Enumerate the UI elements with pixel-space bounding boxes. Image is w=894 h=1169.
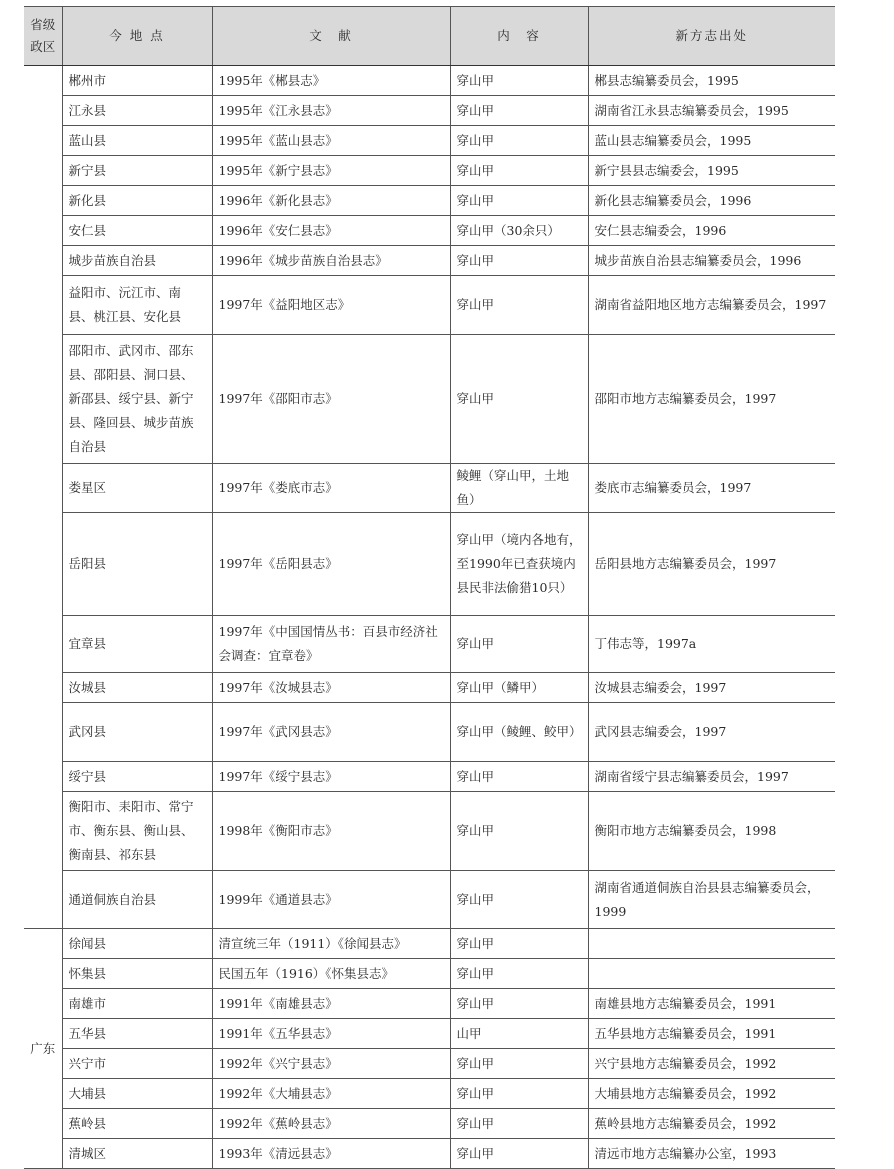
location-cell: 郴州市 [62, 66, 212, 96]
location-cell: 绥宁县 [62, 762, 212, 792]
content-cell: 穿山甲 [450, 66, 588, 96]
literature-cell: 1997年《绥宁县志》 [212, 762, 450, 792]
source-cell: 湖南省益阳地区地方志编纂委员会，1997 [588, 276, 835, 335]
source-cell: 汝城县志编委会，1997 [588, 673, 835, 703]
table-row [24, 871, 835, 929]
literature-cell: 1995年《新宁县志》 [212, 156, 450, 186]
source-cell: 娄底市志编纂委员会，1997 [588, 464, 835, 513]
province-cell: 广东 [24, 929, 62, 1169]
literature-cell: 1996年《安仁县志》 [212, 216, 450, 246]
table-row [24, 464, 835, 513]
location-cell: 城步苗族自治县 [62, 246, 212, 276]
col-header-literature: 文 献 [212, 7, 450, 66]
table-row [24, 959, 835, 989]
literature-cell: 1997年《汝城县志》 [212, 673, 450, 703]
table-row [24, 66, 835, 96]
source-cell: 大埔县地方志编纂委员会，1992 [588, 1079, 835, 1109]
content-cell: 穿山甲 [450, 1049, 588, 1079]
location-cell: 清城区 [62, 1139, 212, 1169]
source-cell: 湖南省江永县志编纂委员会，1995 [588, 96, 835, 126]
source-cell: 湖南省通道侗族自治县县志编纂委员会，1999 [588, 871, 835, 929]
location-cell: 通道侗族自治县 [62, 871, 212, 929]
location-cell: 岳阳县 [62, 513, 212, 616]
literature-cell: 清宣统三年（1911）《徐闻县志》 [212, 929, 450, 959]
location-cell: 益阳市、沅江市、南县、桃江县、安化县 [62, 276, 212, 335]
col-header-content: 内 容 [450, 7, 588, 66]
content-cell: 穿山甲（鲮鲤、鲛甲） [450, 703, 588, 762]
source-cell: 邵阳市地方志编纂委员会，1997 [588, 335, 835, 464]
table-row [24, 276, 835, 335]
source-cell: 郴县志编纂委员会，1995 [588, 66, 835, 96]
location-cell: 江永县 [62, 96, 212, 126]
literature-cell: 1998年《衡阳市志》 [212, 792, 450, 871]
content-cell: 穿山甲（30余只） [450, 216, 588, 246]
table-row [24, 513, 835, 616]
content-cell: 穿山甲（境内各地有，至1990年已查获境内县民非法偷猎10只） [450, 513, 588, 616]
source-cell: 城步苗族自治县志编纂委员会，1996 [588, 246, 835, 276]
content-cell: 穿山甲 [450, 156, 588, 186]
content-cell: 穿山甲 [450, 126, 588, 156]
literature-cell: 1996年《新化县志》 [212, 186, 450, 216]
literature-cell: 1997年《邵阳市志》 [212, 335, 450, 464]
location-cell: 娄星区 [62, 464, 212, 513]
literature-cell: 1997年《益阳地区志》 [212, 276, 450, 335]
col-header-province: 省级政区 [24, 7, 62, 66]
table-row [24, 673, 835, 703]
source-cell: 岳阳县地方志编纂委员会，1997 [588, 513, 835, 616]
col-header-location: 今 地 点 [62, 7, 212, 66]
literature-cell: 1993年《清远县志》 [212, 1139, 450, 1169]
source-cell: 衡阳市地方志编纂委员会，1998 [588, 792, 835, 871]
literature-cell: 1992年《大埔县志》 [212, 1079, 450, 1109]
location-cell: 汝城县 [62, 673, 212, 703]
literature-cell: 1997年《武冈县志》 [212, 703, 450, 762]
table-row [24, 929, 835, 959]
content-cell: 穿山甲 [450, 1079, 588, 1109]
table-row [24, 989, 835, 1019]
table-row [24, 616, 835, 673]
content-cell: 穿山甲 [450, 762, 588, 792]
source-cell: 蓝山县志编纂委员会，1995 [588, 126, 835, 156]
location-cell: 怀集县 [62, 959, 212, 989]
table-row [24, 156, 835, 186]
location-cell: 新宁县 [62, 156, 212, 186]
content-cell: 穿山甲 [450, 1139, 588, 1169]
source-cell: 新宁县县志编委会，1995 [588, 156, 835, 186]
table-row [24, 186, 835, 216]
source-cell: 武冈县志编委会，1997 [588, 703, 835, 762]
table-row [24, 1079, 835, 1109]
literature-cell: 1992年《蕉岭县志》 [212, 1109, 450, 1139]
source-cell: 丁伟志等，1997a [588, 616, 835, 673]
content-cell: 鲮鲤（穿山甲，土地鱼） [450, 464, 588, 513]
literature-cell: 1996年《城步苗族自治县志》 [212, 246, 450, 276]
table-row [24, 126, 835, 156]
table-row [24, 246, 835, 276]
source-cell: 兴宁县地方志编纂委员会，1992 [588, 1049, 835, 1079]
content-cell: 穿山甲 [450, 335, 588, 464]
location-cell: 衡阳市、耒阳市、常宁市、衡东县、衡山县、衡南县、祁东县 [62, 792, 212, 871]
literature-cell: 1995年《郴县志》 [212, 66, 450, 96]
table-row [24, 1109, 835, 1139]
content-cell: 山甲 [450, 1019, 588, 1049]
source-cell: 新化县志编纂委员会，1996 [588, 186, 835, 216]
source-cell: 南雄县地方志编纂委员会，1991 [588, 989, 835, 1019]
table-row [24, 335, 835, 464]
content-cell: 穿山甲 [450, 96, 588, 126]
header-row [24, 7, 835, 66]
province-cell [24, 66, 62, 929]
location-cell: 南雄市 [62, 989, 212, 1019]
literature-cell: 1997年《娄底市志》 [212, 464, 450, 513]
source-cell: 安仁县志编委会，1996 [588, 216, 835, 246]
content-cell: 穿山甲（鳞甲） [450, 673, 588, 703]
literature-cell: 1992年《兴宁县志》 [212, 1049, 450, 1079]
content-cell: 穿山甲 [450, 792, 588, 871]
source-cell: 清远市地方志编纂办公室，1993 [588, 1139, 835, 1169]
source-cell: 五华县地方志编纂委员会，1991 [588, 1019, 835, 1049]
literature-cell: 民国五年（1916）《怀集县志》 [212, 959, 450, 989]
location-cell: 大埔县 [62, 1079, 212, 1109]
literature-cell: 1999年《通道县志》 [212, 871, 450, 929]
location-cell: 蕉岭县 [62, 1109, 212, 1139]
content-cell: 穿山甲 [450, 186, 588, 216]
source-cell [588, 929, 835, 959]
location-cell: 兴宁市 [62, 1049, 212, 1079]
location-cell: 蓝山县 [62, 126, 212, 156]
location-cell: 宜章县 [62, 616, 212, 673]
table-row [24, 762, 835, 792]
content-cell: 穿山甲 [450, 246, 588, 276]
table-row [24, 216, 835, 246]
source-cell [588, 959, 835, 989]
literature-cell: 1997年《中国国情丛书：百县市经济社会调查：宜章卷》 [212, 616, 450, 673]
source-cell: 湖南省绥宁县志编纂委员会，1997 [588, 762, 835, 792]
content-cell: 穿山甲 [450, 276, 588, 335]
literature-cell: 1995年《蓝山县志》 [212, 126, 450, 156]
literature-cell: 1997年《岳阳县志》 [212, 513, 450, 616]
table-row [24, 96, 835, 126]
literature-cell: 1991年《五华县志》 [212, 1019, 450, 1049]
location-cell: 徐闻县 [62, 929, 212, 959]
content-cell: 穿山甲 [450, 959, 588, 989]
content-cell: 穿山甲 [450, 616, 588, 673]
location-cell: 邵阳市、武冈市、邵东县、邵阳县、洞口县、新邵县、绥宁县、新宁县、隆回县、城步苗族自治县 [62, 335, 212, 464]
table-row [24, 792, 835, 871]
location-cell: 新化县 [62, 186, 212, 216]
content-cell: 穿山甲 [450, 1109, 588, 1139]
content-cell: 穿山甲 [450, 929, 588, 959]
source-cell: 蕉岭县地方志编纂委员会，1992 [588, 1109, 835, 1139]
location-cell: 安仁县 [62, 216, 212, 246]
literature-cell: 1991年《南雄县志》 [212, 989, 450, 1019]
table-row [24, 703, 835, 762]
table-row [24, 1139, 835, 1169]
table-row [24, 1019, 835, 1049]
literature-cell: 1995年《江永县志》 [212, 96, 450, 126]
gazetteer-table [24, 6, 835, 1169]
content-cell: 穿山甲 [450, 871, 588, 929]
col-header-source: 新方志出处 [588, 7, 835, 66]
location-cell: 五华县 [62, 1019, 212, 1049]
table-row [24, 1049, 835, 1079]
content-cell: 穿山甲 [450, 989, 588, 1019]
location-cell: 武冈县 [62, 703, 212, 762]
